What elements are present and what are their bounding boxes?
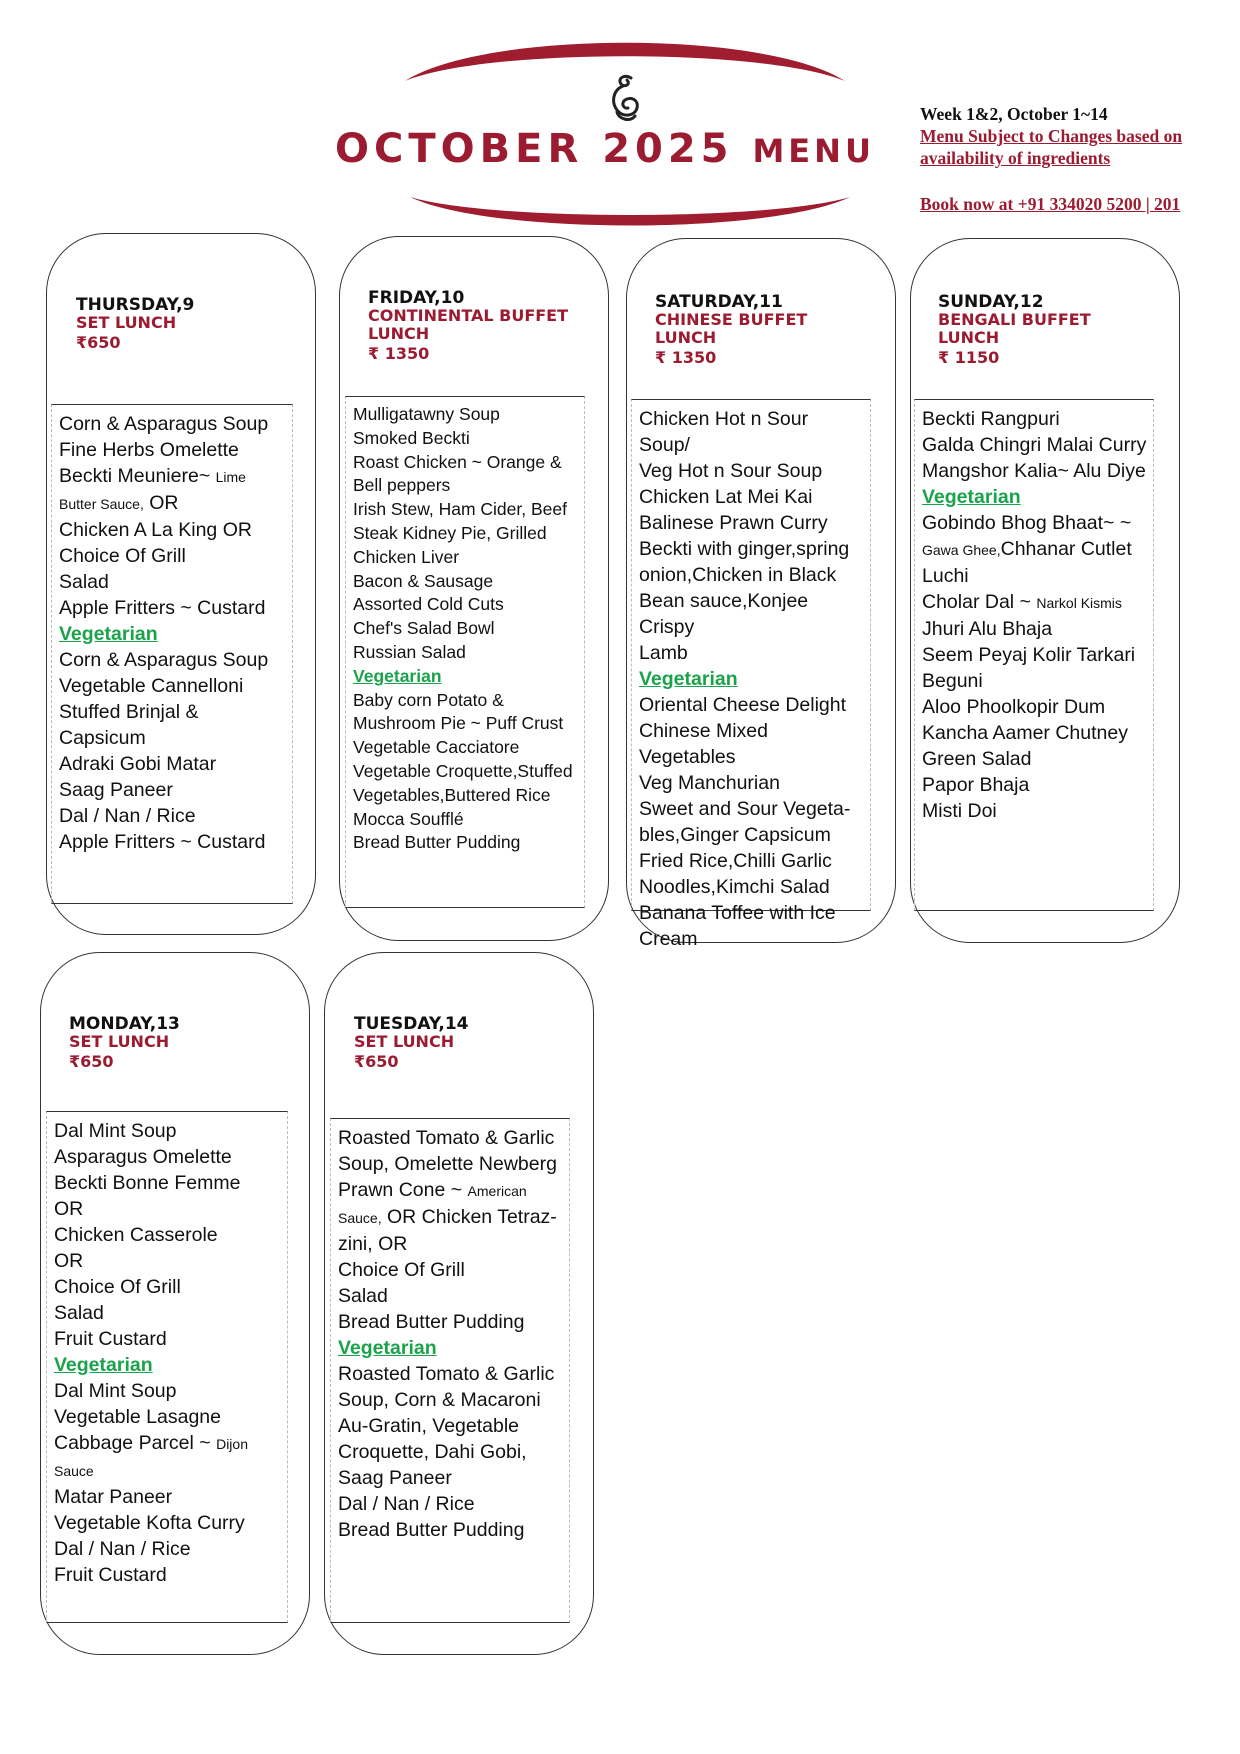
menu-item: Bacon & Sausage: [353, 570, 494, 591]
menu-item: Beguni: [922, 670, 983, 692]
menu-item: Roasted Tomato & Garlic: [338, 1127, 555, 1149]
menu-item: Apple Fritters ~ Custard: [59, 831, 266, 853]
menu-item: Oriental Cheese Delight: [639, 694, 847, 716]
menu-item: Salad: [338, 1285, 388, 1307]
menu-item: Fruit Custard: [54, 1564, 167, 1586]
menu-item: Assorted Cold Cuts: [353, 594, 504, 615]
card-header: [354, 1015, 469, 1071]
menu-item: Mangshor Kalia~ Alu Diye: [922, 460, 1146, 482]
price: ₹650: [354, 1052, 399, 1071]
menu-item: Corn & Asparagus Soup: [59, 649, 269, 671]
vegetarian-heading: Vegetarian: [338, 1337, 437, 1359]
menu-item: Kancha Aamer Chutney: [922, 722, 1128, 744]
menu-items-box: [330, 1118, 570, 1623]
price: ₹650: [76, 333, 121, 352]
menu-item: Beckti Rangpuri: [922, 408, 1060, 430]
spiral-logo-icon: [605, 72, 645, 128]
menu-item: Salad: [54, 1302, 104, 1324]
menu-item: Chinese Mixed Vegetables: [639, 720, 768, 768]
menu-item: Dal / Nan / Rice: [338, 1493, 475, 1515]
price: ₹ 1350: [655, 348, 717, 367]
menu-item: Choice Of Grill: [338, 1259, 465, 1281]
menu-item: Lamb: [639, 642, 688, 664]
lunch-type: CHINESE BUFFET LUNCH: [655, 310, 808, 347]
card-header: [655, 293, 835, 367]
menu-items-box: [345, 396, 585, 908]
menu-item: Chicken A La King OR: [59, 519, 252, 541]
menu-item: Gawa Ghee,Chhanar Cutlet: [922, 538, 1132, 560]
menu-item: Chicken Lat Mei Kai: [639, 486, 813, 508]
lunch-type: CONTINENTAL BUFFET LUNCH: [368, 306, 569, 343]
menu-item: Choice Of Grill: [54, 1276, 181, 1298]
availability-note: Menu Subject to Changes based on availability of ingredients: [920, 126, 1183, 168]
price: ₹ 1150: [938, 348, 1000, 367]
menu-item: onion,Chicken in Black: [639, 564, 837, 586]
menu-item: Chicken Casserole: [54, 1224, 218, 1246]
day-label: MONDAY,13: [69, 1014, 180, 1034]
lunch-type: SET LUNCH: [354, 1032, 455, 1051]
day-label: THURSDAY,9: [76, 295, 195, 315]
menu-item: Mushroom Pie ~ Puff Crust: [353, 713, 564, 734]
menu-item: Choice Of Grill: [59, 545, 186, 567]
menu-item: Roast Chicken ~ Orange &: [353, 451, 562, 472]
menu-item: Veg Manchurian: [639, 772, 780, 794]
menu-item: Chicken Hot n Sour Soup/: [639, 408, 809, 456]
menu-item: Cabbage Parcel ~ Dijon Sauce: [54, 1432, 248, 1479]
menu-item: Jhuri Alu Bhaja: [922, 618, 1053, 640]
menu-item: Papor Bhaja: [922, 774, 1030, 796]
menu-item: Prawn Cone ~ American Sauce, OR Chicken Tetraz-: [338, 1179, 557, 1228]
vegetarian-heading: Vegetarian: [922, 486, 1021, 508]
menu-item: Beckti Meuniere~ Lime Butter Sauce, OR: [59, 465, 246, 514]
menu-item: Roasted Tomato & Garlic: [338, 1363, 555, 1385]
menu-item: Fruit Custard: [54, 1328, 167, 1350]
menu-item: Dal / Nan / Rice: [59, 805, 196, 827]
menu-item: Luchi: [922, 565, 969, 587]
menu-item: Beckti Bonne Femme: [54, 1172, 241, 1194]
card-header: [76, 296, 194, 352]
menu-item: Mocca Soufflé: [353, 808, 464, 829]
menu-item: Mulligatawny Soup: [353, 404, 500, 424]
vegetarian-heading: Vegetarian: [59, 623, 158, 645]
menu-item: Au-Gratin, Vegetable: [338, 1415, 520, 1437]
menu-item: Soup, Corn & Macaroni: [338, 1389, 541, 1411]
lunch-type: BENGALI BUFFET LUNCH: [938, 310, 1091, 347]
menu-item: Matar Paneer: [54, 1486, 173, 1508]
menu-item: Adraki Gobi Matar: [59, 753, 217, 775]
menu-item: Russian Salad: [353, 641, 466, 662]
menu-item: Soup, Omelette Newberg: [338, 1153, 557, 1175]
menu-items-box: [631, 399, 871, 950]
menu-item: Seem Peyaj Kolir Tarkari: [922, 644, 1136, 666]
menu-item: Chicken Liver: [353, 546, 460, 567]
menu-item: Vegetable Croquette,Stuffed: [353, 760, 573, 781]
menu-item: Sweet and Sour Vegeta-: [639, 798, 851, 820]
menu-item: Vegetable Cacciatore: [353, 737, 520, 758]
menu-item: Stuffed Brinjal & Capsicum: [59, 701, 199, 749]
menu-item: Balinese Prawn Curry: [639, 512, 828, 534]
week-range: Week 1&2, October 1~14: [920, 104, 1108, 124]
vegetarian-heading: Vegetarian: [639, 668, 738, 690]
menu-item: Gobindo Bhog Bhaat~ ~: [922, 512, 1132, 534]
lunch-type: SET LUNCH: [76, 313, 177, 332]
menu-item: Cholar Dal ~ Narkol Kismis: [922, 591, 1122, 613]
menu-item: Croquette, Dahi Gobi,: [338, 1441, 527, 1463]
menu-item: Banana Toffee with Ice: [639, 902, 836, 924]
menu-item: Smoked Beckti: [353, 427, 470, 448]
menu-item: Veg Hot n Sour Soup: [639, 460, 823, 482]
day-label: SUNDAY,12: [938, 292, 1044, 312]
page-title: [335, 126, 925, 172]
menu-item: Salad: [59, 571, 109, 593]
card-header: [368, 289, 598, 363]
menu-item: Steak Kidney Pie, Grilled: [353, 522, 547, 543]
menu-item: Dal / Nan / Rice: [54, 1538, 191, 1560]
menu-item: Aloo Phoolkopir Dum: [922, 696, 1106, 718]
menu-item: Irish Stew, Ham Cider, Beef: [353, 499, 567, 520]
vegetarian-heading: Vegetarian: [54, 1354, 153, 1376]
menu-item: Saag Paneer: [338, 1467, 452, 1489]
menu-item: Bread Butter Pudding: [353, 832, 521, 853]
menu-item: Beckti with ginger,spring: [639, 538, 850, 560]
menu-item: zini, OR: [338, 1233, 408, 1255]
menu-item: Cream: [639, 928, 698, 950]
price: ₹650: [69, 1052, 114, 1071]
menu-item: Asparagus Omelette: [54, 1146, 232, 1168]
menu-item: Vegetables,Buttered Rice: [353, 784, 551, 805]
vegetarian-heading: Vegetarian: [353, 665, 442, 686]
menu-item: Bread Butter Pudding: [338, 1311, 525, 1333]
menu-items-box: [46, 1111, 288, 1623]
title-main: OCTOBER 2025: [335, 126, 734, 172]
bottom-arc-decoration: [410, 193, 850, 233]
lunch-type: SET LUNCH: [69, 1032, 170, 1051]
card-header: [938, 293, 1118, 367]
day-label: SATURDAY,11: [655, 292, 783, 312]
menu-item: bles,Ginger Capsicum: [639, 824, 831, 846]
booking-phone-link[interactable]: Book now at +91 334020 5200 | 201: [920, 194, 1181, 214]
menu-item: Misti Doi: [922, 800, 997, 822]
menu-item: Vegetable Lasagne: [54, 1406, 221, 1428]
menu-item: Vegetable Kofta Curry: [54, 1512, 245, 1534]
menu-item: Corn & Asparagus Soup: [59, 413, 269, 435]
menu-item: Apple Fritters ~ Custard: [59, 597, 266, 619]
menu-item: Bell peppers: [353, 475, 451, 496]
menu-item: Saag Paneer: [59, 779, 173, 801]
menu-item: OR: [54, 1250, 84, 1272]
day-label: FRIDAY,10: [368, 288, 465, 308]
menu-item: Noodles,Kimchi Salad: [639, 876, 830, 898]
menu-item: Galda Chingri Malai Curry: [922, 434, 1147, 456]
menu-item: OR: [54, 1198, 84, 1220]
day-label: TUESDAY,14: [354, 1014, 469, 1034]
menu-item: Fine Herbs Omelette: [59, 439, 239, 461]
menu-item: Dal Mint Soup: [54, 1120, 177, 1142]
menu-item: Fried Rice,Chilli Garlic: [639, 850, 832, 872]
menu-item: Baby corn Potato &: [353, 689, 504, 710]
menu-items-box: [51, 404, 293, 904]
card-header: [69, 1015, 180, 1071]
menu-item: Chef's Salad Bowl: [353, 618, 495, 639]
header-info: [920, 103, 1238, 215]
price: ₹ 1350: [368, 344, 430, 363]
menu-item: Green Salad: [922, 748, 1032, 770]
menu-item: Dal Mint Soup: [54, 1380, 177, 1402]
menu-items-box: [914, 399, 1154, 911]
menu-item: Vegetable Cannelloni: [59, 675, 244, 697]
title-menu-word: MENU: [752, 132, 875, 170]
menu-item: Bean sauce,Konjee Crispy: [639, 590, 809, 638]
menu-item: Bread Butter Pudding: [338, 1519, 525, 1541]
